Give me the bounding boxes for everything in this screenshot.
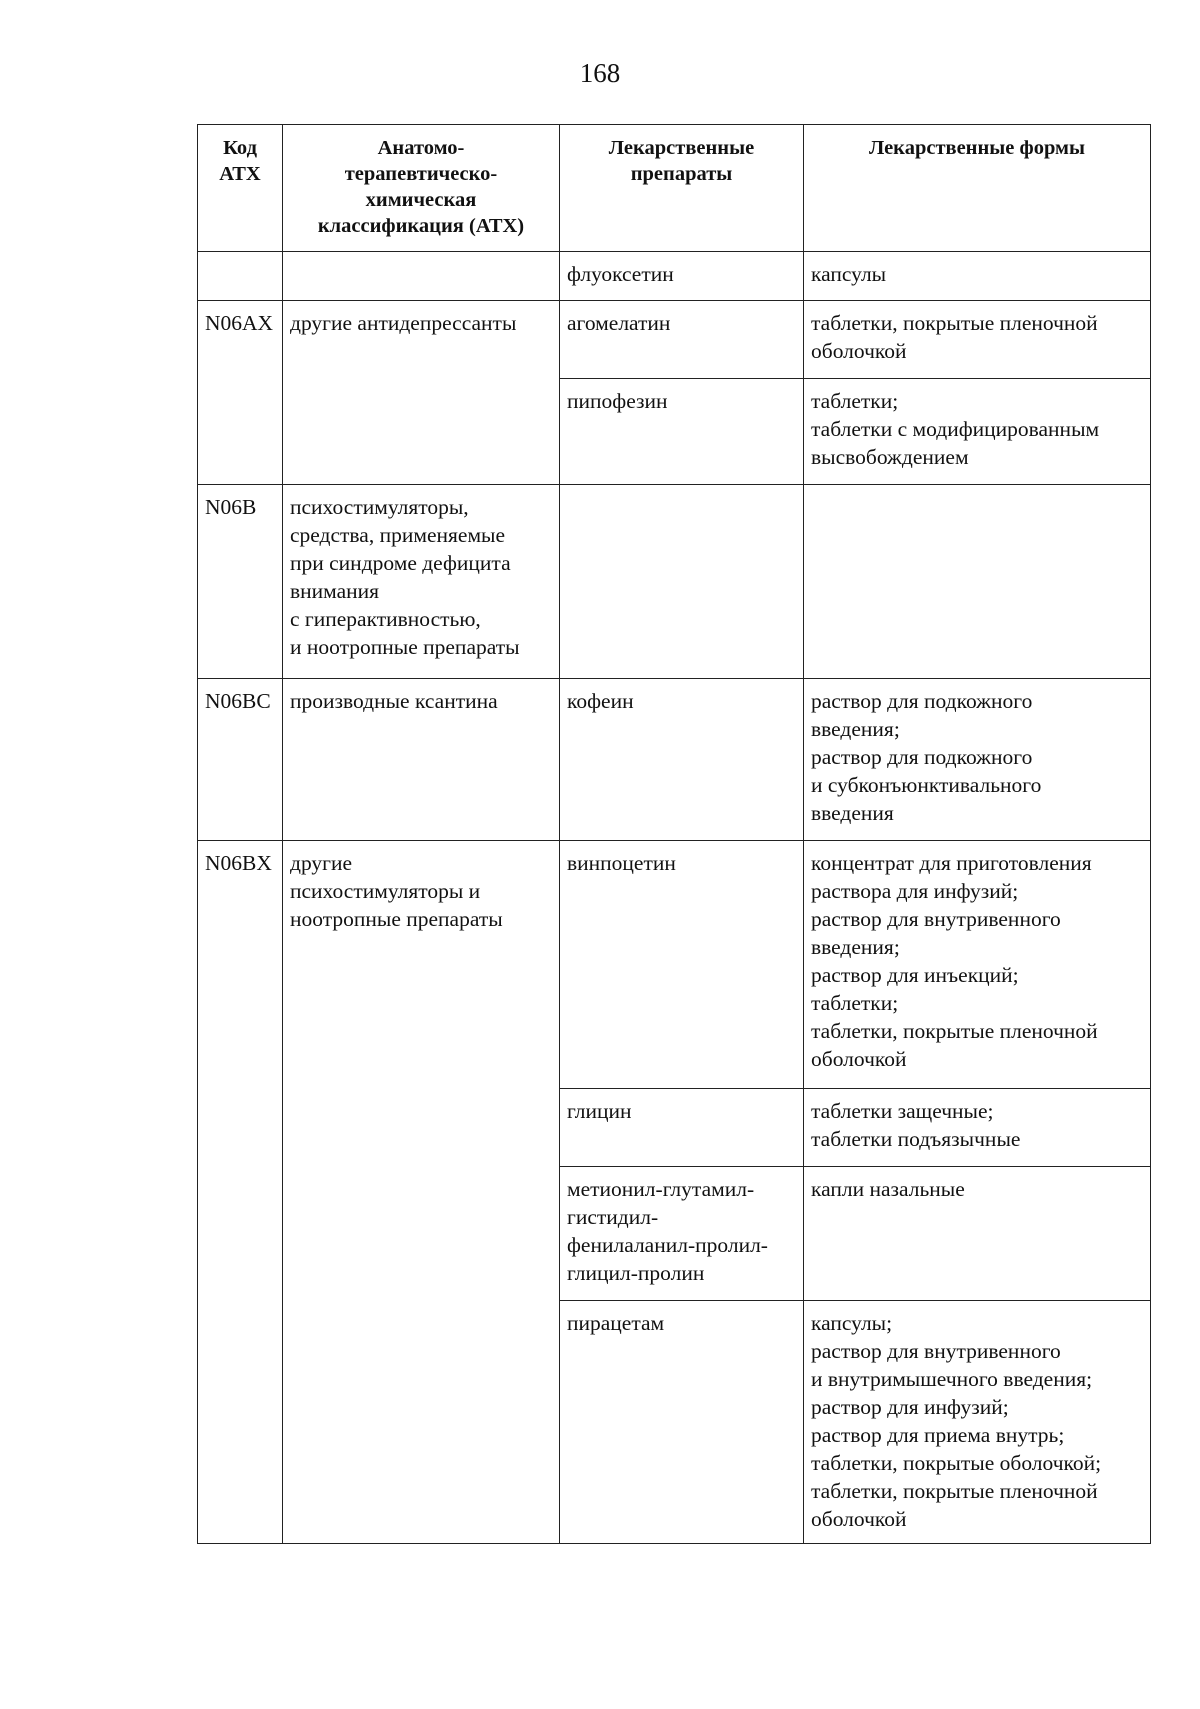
- table-row: [198, 485, 1151, 679]
- drug-cell: [560, 485, 804, 679]
- forms-cell: [804, 485, 1151, 679]
- atc-drug-table: [197, 124, 1151, 1544]
- atc-code-cell: [198, 252, 283, 301]
- header-classification: Анатомо- терапевтическо- химическая классификация (АТХ): [283, 125, 560, 252]
- classification-cell: другие антидепрессанты: [283, 301, 560, 485]
- table-header-row: [198, 125, 1151, 252]
- header-forms: Лекарственные формы: [804, 125, 1151, 252]
- table-row: [198, 679, 1151, 841]
- forms-cell: таблетки, покрытые пленочной оболочкой: [804, 301, 1151, 379]
- classification-cell: психостимуляторы, средства, применяемые при синдроме дефицита внимания с гиперактивностью, и ноотропные препараты: [283, 485, 560, 679]
- table-row: [198, 252, 1151, 301]
- atc-code-cell: N06BX: [198, 841, 283, 1544]
- page-number: 168: [579, 58, 621, 88]
- drug-cell: винпоцетин: [560, 841, 804, 1089]
- forms-cell: раствор для подкожного введения; раствор для подкожного и субконъюнктивального введения: [804, 679, 1151, 841]
- classification-cell: другие психостимуляторы и ноотропные препараты: [283, 841, 560, 1544]
- forms-cell: таблетки защечные; таблетки подъязычные: [804, 1089, 1151, 1167]
- drug-cell: флуоксетин: [560, 252, 804, 301]
- atc-code-cell: N06AX: [198, 301, 283, 485]
- atc-code-cell: N06B: [198, 485, 283, 679]
- drug-cell: пипофезин: [560, 379, 804, 485]
- atc-code-cell: N06BC: [198, 679, 283, 841]
- header-drugs: Лекарственные препараты: [560, 125, 804, 252]
- forms-cell: таблетки; таблетки с модифицированным высвобождением: [804, 379, 1151, 485]
- forms-cell: капли назальные: [804, 1167, 1151, 1301]
- forms-cell: капсулы; раствор для внутривенного и внутримышечного введения; раствор для инфузий; раствор для приема внутрь; таблетки, покрытые оболочкой; таблетки, покрытые пленочной оболочкой: [804, 1301, 1151, 1544]
- forms-cell: концентрат для приготовления раствора для инфузий; раствор для внутривенного введения; раствор для инъекций; таблетки; таблетки, покрытые пленочной оболочкой: [804, 841, 1151, 1089]
- drug-cell: метионил-глутамил- гистидил- фенилаланил-пролил- глицил-пролин: [560, 1167, 804, 1301]
- drug-cell: пирацетам: [560, 1301, 804, 1544]
- drug-cell: кофеин: [560, 679, 804, 841]
- drug-cell: агомелатин: [560, 301, 804, 379]
- classification-cell: [283, 252, 560, 301]
- header-code: Код АТХ: [198, 125, 283, 252]
- drug-cell: глицин: [560, 1089, 804, 1167]
- forms-cell: капсулы: [804, 252, 1151, 301]
- classification-cell: производные ксантина: [283, 679, 560, 841]
- table-row: [198, 301, 1151, 379]
- table-row: [198, 841, 1151, 1089]
